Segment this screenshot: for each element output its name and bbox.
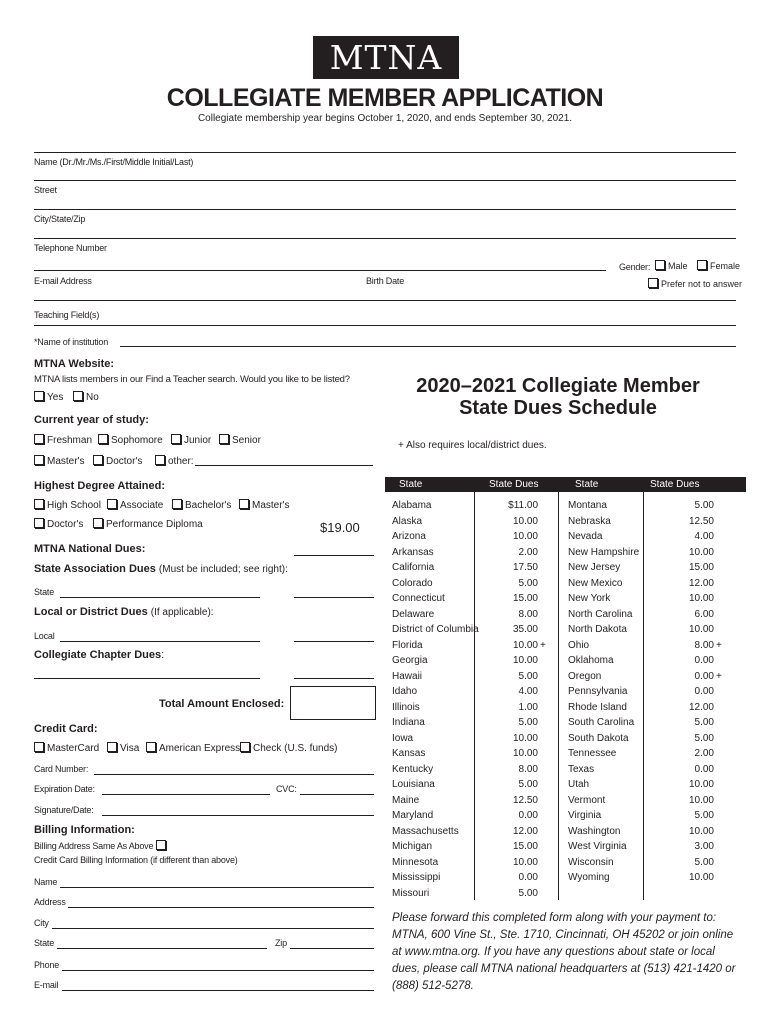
state-dues-value: 2.00 <box>694 748 714 759</box>
male-option[interactable]: Male <box>655 260 688 271</box>
website-no-option[interactable]: No <box>73 391 99 403</box>
state-name: New Mexico <box>568 577 623 589</box>
website-yes-option[interactable]: Yes <box>34 391 63 403</box>
billing-zip-field[interactable] <box>290 948 374 949</box>
degree-masters-option[interactable]: Master's <box>239 499 289 511</box>
state-name: Ohio <box>568 639 590 651</box>
state-name: Texas <box>568 763 595 775</box>
state-name: Indiana <box>392 717 425 728</box>
right-plus-column <box>716 498 722 886</box>
local-dues-marker <box>716 700 722 716</box>
state-name: Wisconsin <box>568 856 614 868</box>
amex-checkbox[interactable] <box>146 742 156 752</box>
performance-option[interactable]: Performance Diploma <box>93 518 203 530</box>
local-dues-marker <box>716 731 722 747</box>
state-name: Arizona <box>392 531 426 542</box>
study-other-field[interactable] <box>195 465 373 466</box>
local-dues-marker <box>540 839 546 855</box>
state-name: Montana <box>568 500 607 511</box>
state-dues-value: 0.00 <box>694 763 714 775</box>
check-option[interactable]: Check (U.S. funds) <box>240 742 337 754</box>
state-name: Illinois <box>392 701 420 713</box>
state-name: Pennsylvania <box>568 686 628 697</box>
local-dues-marker <box>540 653 546 669</box>
local-dues-marker <box>540 607 546 623</box>
state-dues-value: 10.00 <box>688 794 714 806</box>
divider-2 <box>558 492 559 900</box>
left-dues-column <box>478 498 538 901</box>
state-label: State <box>34 587 55 597</box>
state-name: Rhode Island <box>568 701 627 713</box>
state-dues-value: 5.00 <box>518 577 538 589</box>
card-number-label: Card Number: <box>34 764 89 774</box>
local-dues-marker: + <box>716 670 722 682</box>
state-dues-value: 8.00 <box>694 639 714 651</box>
local-dues-marker <box>716 839 722 855</box>
state-dues-value: 12.50 <box>512 794 538 806</box>
performance-checkbox[interactable] <box>93 518 103 528</box>
local-dues-label: Local or District Dues (If applicable): <box>34 606 214 618</box>
study-masters-checkbox[interactable] <box>34 455 44 465</box>
cvc-field[interactable] <box>300 794 374 795</box>
yes-checkbox[interactable] <box>34 391 44 401</box>
state-name: Colorado <box>392 577 433 589</box>
page-title: COLLEGIATE MEMBER APPLICATION <box>166 84 604 112</box>
divider-3 <box>643 492 644 900</box>
local-dues-marker <box>716 576 722 592</box>
sophomore-checkbox[interactable] <box>98 434 108 444</box>
amex-option[interactable]: American Express <box>146 742 240 754</box>
state-name: Massachusetts <box>392 825 459 837</box>
mastercard-option[interactable]: MasterCard <box>34 742 99 754</box>
local-dues-marker <box>540 545 546 561</box>
state-name: Minnesota <box>392 856 439 868</box>
male-checkbox[interactable] <box>655 260 665 270</box>
state-dues-value: 10.00 <box>688 825 714 837</box>
female-checkbox[interactable] <box>697 260 707 270</box>
state-name: North Carolina <box>568 608 633 620</box>
state-dues-value: 0.00 <box>518 810 538 821</box>
state-dues-value: 6.00 <box>694 608 714 620</box>
billing-city-field[interactable] <box>52 928 374 929</box>
right-dues-column <box>650 498 714 886</box>
check-checkbox[interactable] <box>240 742 250 752</box>
local-dues-marker <box>716 529 722 545</box>
state-dues-value: 10.00 <box>688 593 714 604</box>
state-dues-value: 0.00 <box>694 670 714 682</box>
state-dues-value: 12.50 <box>688 515 714 527</box>
state-dues-value: 12.00 <box>688 577 714 589</box>
state-dues-value: 10.00 <box>512 531 538 542</box>
local-dues-marker <box>540 731 546 747</box>
total-amount-box[interactable] <box>290 686 376 720</box>
national-dues-field[interactable] <box>294 555 374 556</box>
local-dues-marker <box>540 669 546 685</box>
state-dues-value: 8.00 <box>518 763 538 775</box>
state-name: Idaho <box>392 686 418 697</box>
state-name: Kansas <box>392 748 426 759</box>
street-field[interactable] <box>34 209 736 210</box>
schedule-note: + Also requires local/district dues. <box>398 440 547 451</box>
state-dues-value: 10.00 <box>512 732 538 744</box>
local-dues-marker <box>540 855 546 871</box>
degree-title: Highest Degree Attained: <box>34 480 166 492</box>
state-dues-value: 2.00 <box>518 546 538 558</box>
state-name: Arkansas <box>392 546 434 558</box>
state-name: Vermont <box>568 794 606 806</box>
header-state-1: State <box>399 479 423 490</box>
state-dues-value: 5.00 <box>518 887 538 899</box>
state-dues-value: 5.00 <box>694 732 714 744</box>
visa-option[interactable]: Visa <box>107 742 139 754</box>
state-dues-field[interactable] <box>294 597 374 598</box>
chapter-dues-label: Collegiate Chapter Dues: <box>34 649 165 661</box>
state-dues-value: 4.00 <box>518 686 538 697</box>
study-title: Current year of study: <box>34 414 149 426</box>
credit-card-title: Credit Card: <box>34 723 98 735</box>
state-name: Delaware <box>392 608 435 620</box>
local-dues-marker <box>540 886 546 902</box>
state-dues-label: State Association Dues (Must be included; see right): <box>34 563 288 575</box>
billing-phone-field[interactable] <box>62 970 374 971</box>
right-states-column <box>568 498 639 886</box>
state-field[interactable] <box>60 597 260 598</box>
state-name: Utah <box>568 779 590 790</box>
local-dues-marker <box>540 793 546 809</box>
local-dues-marker: + <box>716 639 722 651</box>
state-name: New Hampshire <box>568 546 640 558</box>
associate-checkbox[interactable] <box>107 499 117 509</box>
local-dues-marker <box>540 715 546 731</box>
billing-email-label: E-mail <box>34 980 59 990</box>
state-dues-value: 10.00 <box>688 624 714 635</box>
state-dues-value: 10.00 <box>688 872 714 883</box>
state-name: Washington <box>568 825 621 837</box>
local-dues-marker <box>540 591 546 607</box>
total-label: Total Amount Enclosed: <box>159 698 285 710</box>
local-dues-marker <box>716 498 722 514</box>
state-dues-value: 5.00 <box>518 779 538 790</box>
schedule-header <box>385 477 746 492</box>
billing-same-option[interactable]: Billing Address Same As Above <box>34 840 169 851</box>
state-name: South Carolina <box>568 717 635 728</box>
state-dues-value: 15.00 <box>512 841 538 852</box>
local-dues-marker <box>716 746 722 762</box>
left-states-column <box>392 498 479 901</box>
billing-zip-label: Zip <box>275 938 287 948</box>
state-dues-value: 5.00 <box>694 717 714 728</box>
billing-same-checkbox[interactable] <box>156 840 166 850</box>
billing-address-label: Address <box>34 897 66 907</box>
card-number-field[interactable] <box>94 774 374 775</box>
local-dues-marker <box>716 684 722 700</box>
freshman-option[interactable]: Freshman <box>34 434 92 446</box>
left-plus-column <box>540 498 546 901</box>
local-dues-marker <box>540 684 546 700</box>
local-dues-marker <box>716 793 722 809</box>
state-dues-value: 5.00 <box>694 500 714 511</box>
billing-title: Billing Information: <box>34 824 135 836</box>
local-dues-marker <box>716 545 722 561</box>
local-dues-marker <box>540 824 546 840</box>
state-dues-value: 12.00 <box>512 825 538 837</box>
email-label: E-mail Address <box>34 276 92 286</box>
schedule-title: 2020–2021 Collegiate Member State Dues Schedule <box>416 375 700 419</box>
local-dues-field[interactable] <box>294 641 374 642</box>
state-name: Missouri <box>392 887 430 899</box>
study-other-checkbox[interactable] <box>155 455 165 465</box>
expiration-field[interactable] <box>102 794 270 795</box>
local-dues-marker <box>540 762 546 778</box>
senior-option[interactable]: Senior <box>219 434 261 446</box>
local-dues-marker <box>540 622 546 638</box>
local-dues-marker <box>716 514 722 530</box>
state-name: South Dakota <box>568 732 629 744</box>
local-dues-marker <box>716 855 722 871</box>
state-name: Nebraska <box>568 515 611 527</box>
state-dues-value: 10.00 <box>512 639 538 651</box>
state-dues-value: 10.00 <box>688 779 714 790</box>
study-doctors-checkbox[interactable] <box>93 455 103 465</box>
state-dues-value: 17.50 <box>512 562 538 573</box>
state-dues-value: 5.00 <box>694 856 714 868</box>
email-field[interactable] <box>34 300 736 301</box>
state-dues-value: 1.00 <box>518 701 538 713</box>
local-dues-marker <box>716 824 722 840</box>
state-name: California <box>392 562 435 573</box>
billing-phone-label: Phone <box>34 960 60 970</box>
state-dues-value: 5.00 <box>518 717 538 728</box>
billing-state-label: State <box>34 938 55 948</box>
phone-label: Telephone Number <box>34 243 107 253</box>
phone-field[interactable] <box>34 270 606 271</box>
local-dues-marker <box>540 746 546 762</box>
local-dues-marker <box>540 529 546 545</box>
chapter-dues-field[interactable] <box>294 678 374 679</box>
website-question: MTNA lists members in our Find a Teacher search. Would you like to be listed? <box>34 374 350 385</box>
birth-date-label: Birth Date <box>366 276 405 286</box>
state-name: Michigan <box>392 841 433 852</box>
state-name: Tennessee <box>568 748 617 759</box>
local-dues-marker <box>716 622 722 638</box>
billing-state-field[interactable] <box>57 948 267 949</box>
state-dues-value: 0.00 <box>694 686 714 697</box>
associate-option[interactable]: Associate <box>107 499 163 511</box>
rule-top <box>34 152 736 153</box>
billing-name-label: Name <box>34 877 58 887</box>
state-dues-value: 35.00 <box>512 624 538 635</box>
billing-name-field[interactable] <box>60 887 374 888</box>
local-dues-marker <box>716 607 722 623</box>
state-dues-value: 12.00 <box>688 701 714 713</box>
state-name: Maryland <box>392 810 434 821</box>
mtna-logo: MTNA <box>313 36 459 79</box>
state-name: Florida <box>392 639 423 651</box>
local-dues-marker <box>540 808 546 824</box>
billing-address-field[interactable] <box>68 907 374 908</box>
state-name: North Dakota <box>568 624 627 635</box>
bachelors-option[interactable]: Bachelor's <box>172 499 231 511</box>
city-field[interactable] <box>34 238 736 239</box>
state-name: Georgia <box>392 655 428 666</box>
local-dues-marker <box>540 560 546 576</box>
local-dues-marker <box>716 870 722 886</box>
cvc-label: CVC: <box>276 784 297 794</box>
local-label: Local <box>34 631 55 641</box>
state-dues-value: 0.00 <box>518 872 538 883</box>
state-dues-value: 3.00 <box>694 841 714 852</box>
gender-label: Gender: <box>619 262 651 272</box>
state-name: Hawaii <box>392 670 423 682</box>
website-title: MTNA Website: <box>34 358 115 370</box>
local-dues-marker <box>716 777 722 793</box>
state-dues-value: 10.00 <box>512 515 538 527</box>
prefer-not-option[interactable]: Prefer not to answer <box>648 278 742 289</box>
state-name: Connecticut <box>392 593 445 604</box>
local-dues-marker <box>716 653 722 669</box>
state-name: West Virginia <box>568 841 627 852</box>
institution-label: *Name of institution <box>34 337 109 347</box>
visa-checkbox[interactable] <box>107 742 117 752</box>
state-name: Wyoming <box>568 872 610 883</box>
state-name: Maine <box>392 794 420 806</box>
degree-doctors-option[interactable]: Doctor's <box>34 518 83 530</box>
state-dues-value: 0.00 <box>694 655 714 666</box>
name-label: Name (Dr./Mr./Ms./First/Middle Initial/Last) <box>34 157 194 167</box>
junior-option[interactable]: Junior <box>171 434 211 446</box>
high-school-option[interactable]: High School <box>34 499 101 511</box>
name-field[interactable] <box>34 180 736 181</box>
sophomore-option[interactable]: Sophomore <box>98 434 163 446</box>
study-doctors-option[interactable]: Doctor's <box>93 455 142 467</box>
state-dues-value: 8.00 <box>518 608 538 620</box>
forward-note: Please forward this completed form along with your payment to: MTNA, 600 Vine St., Ste. 1710, Cincinnati, OH 45202 or join online at www.mtna.org. If you have any questions about state or local dues, please call MTNA national headquarters at (513) 421-1420 or (888) 512-5278. <box>392 912 736 992</box>
local-dues-marker <box>540 498 546 514</box>
teaching-field[interactable] <box>34 325 736 326</box>
study-masters-option[interactable]: Master's <box>34 455 84 467</box>
senior-checkbox[interactable] <box>219 434 229 444</box>
state-name: Nevada <box>568 531 603 542</box>
billing-different-label: Credit Card Billing Information (if different than above) <box>34 855 238 865</box>
degree-doctors-checkbox[interactable] <box>34 518 44 528</box>
state-name: Oklahoma <box>568 655 614 666</box>
no-checkbox[interactable] <box>73 391 83 401</box>
junior-checkbox[interactable] <box>171 434 181 444</box>
study-other-option[interactable]: other: <box>155 455 194 467</box>
state-name: Oregon <box>568 670 602 682</box>
signature-field[interactable] <box>102 815 374 816</box>
bachelors-checkbox[interactable] <box>172 499 182 509</box>
female-option[interactable]: Female <box>697 260 740 271</box>
state-name: New Jersey <box>568 562 621 573</box>
state-dues-value: $11.00 <box>508 500 538 511</box>
city-label: City/State/Zip <box>34 214 86 224</box>
local-dues-marker <box>716 808 722 824</box>
state-name: Louisiana <box>392 779 435 790</box>
state-dues-value: 5.00 <box>518 670 538 682</box>
signature-label: Signature/Date: <box>34 805 94 815</box>
state-name: Kentucky <box>392 763 434 775</box>
national-dues-label: MTNA National Dues: <box>34 543 146 555</box>
local-dues-marker <box>540 700 546 716</box>
local-dues-marker <box>540 576 546 592</box>
state-name: Virginia <box>568 810 602 821</box>
degree-masters-checkbox[interactable] <box>239 499 249 509</box>
chapter-field[interactable] <box>34 678 260 679</box>
high-school-checkbox[interactable] <box>34 499 44 509</box>
national-dues-amount: $19.00 <box>320 520 360 535</box>
local-dues-marker <box>716 591 722 607</box>
local-field[interactable] <box>60 641 260 642</box>
state-dues-value: 10.00 <box>688 546 714 558</box>
mastercard-checkbox[interactable] <box>34 742 44 752</box>
state-name: Mississippi <box>392 872 441 883</box>
local-dues-marker <box>716 715 722 731</box>
local-dues-marker <box>716 560 722 576</box>
state-dues-value: 15.00 <box>688 562 714 573</box>
local-dues-marker <box>716 762 722 778</box>
local-dues-marker <box>540 870 546 886</box>
prefer-not-checkbox[interactable] <box>648 278 658 288</box>
state-dues-value: 15.00 <box>512 593 538 604</box>
local-dues-marker <box>540 514 546 530</box>
teaching-label: Teaching Field(s) <box>34 310 100 320</box>
state-dues-value: 10.00 <box>512 655 538 666</box>
state-name: Alabama <box>392 500 432 511</box>
billing-email-field[interactable] <box>62 990 374 991</box>
state-dues-value: 10.00 <box>512 748 538 759</box>
street-label: Street <box>34 185 57 195</box>
local-dues-marker: + <box>540 639 546 651</box>
state-name: District of Columbia <box>392 624 479 635</box>
state-dues-value: 5.00 <box>694 810 714 821</box>
state-name: Iowa <box>392 732 414 744</box>
header-dues-1: State Dues <box>489 479 539 490</box>
state-name: Alaska <box>392 515 423 527</box>
local-dues-marker <box>540 777 546 793</box>
state-dues-value: 10.00 <box>512 856 538 868</box>
state-name: New York <box>568 593 611 604</box>
institution-field[interactable] <box>120 346 736 347</box>
page-subtitle: Collegiate membership year begins October 1, 2020, and ends September 30, 2021. <box>197 113 573 124</box>
expiration-label: Expiration Date: <box>34 784 95 794</box>
state-dues-value: 4.00 <box>694 531 714 542</box>
header-state-2: State <box>575 479 599 490</box>
freshman-checkbox[interactable] <box>34 434 44 444</box>
billing-city-label: City <box>34 918 49 928</box>
header-dues-2: State Dues <box>650 479 700 490</box>
